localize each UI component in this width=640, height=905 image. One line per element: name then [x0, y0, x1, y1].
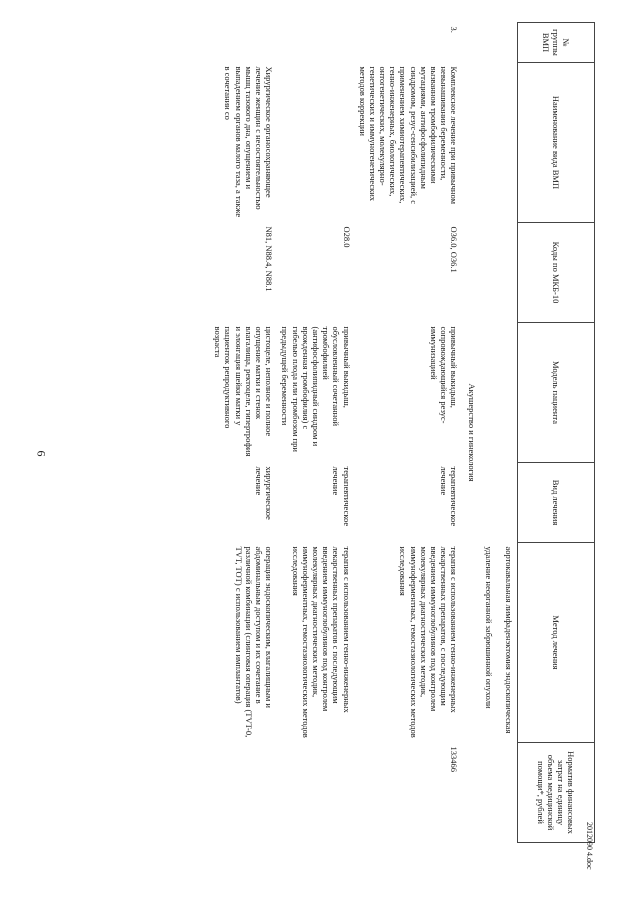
table-row: [277, 23, 354, 843]
table-header-row: [518, 23, 595, 843]
header-norm: Норматив финансовых затрат на единицу объема медицинской помощи*, рублей: [518, 743, 595, 843]
row-norm: [277, 743, 354, 843]
rotated-table-container: [75, 22, 595, 842]
row-codes: O28.0: [341, 226, 352, 248]
cont-method-cell: [481, 543, 518, 743]
section-row: [462, 23, 480, 843]
row-method: терапия с использованием генно-инженерных лекарственных препаратов с последующим введением иммуноглобулинов под контролем молекулярных диагностических методик, иммуноферментных, гемостазиологических методов исследования: [290, 546, 352, 738]
row-norm: 133466: [449, 746, 460, 772]
row-name: Комплексное лечение при привычном невынашивании беременности, вызванном тромбофилическими мутациями, антифосфолипидным синдромом, резус-сенсибилизацией, с применением химиотерапевтических, генно-инженерных, биологических, онтогенетических, молекулярно-генетических и иммуногенетических методов коррекции: [357, 66, 460, 205]
row-model: привычный выкидыш, сопровождающийся резус-иммунизацией: [429, 326, 460, 424]
footer-filename: 2012090 4.doc: [585, 822, 594, 870]
header-name: Наименование вида ВМП: [518, 63, 595, 223]
row-group: [277, 23, 354, 63]
row-norm: [210, 743, 277, 843]
header-type: Вид лечения: [518, 463, 595, 543]
page-number: 6: [34, 450, 49, 457]
cont-empty: [481, 463, 518, 543]
header-method: Метод лечения: [518, 543, 595, 743]
row-codes: N81, N88.4, N88.1: [264, 226, 275, 292]
row-group: [210, 23, 277, 63]
table-row: [355, 23, 463, 843]
cont-method-1: аортокавальная лимфаденэктомия эндоскопическая: [504, 546, 514, 734]
row-model: цистоцеле, неполное и полное опущение матки и стенок влагалища, ректоцеле, гипертрофия и элонгация шейки матки у пациенток репродуктивного возраста: [213, 326, 275, 457]
header-codes: Коды по МКБ-10: [518, 223, 595, 323]
row-method: операции эндоскопическим, влагалищным и абдоминальным доступом и их сочетание в различной комбинации (слинговая операция (TVT-0, TVT, TOT) с использованием имплантатов): [233, 546, 275, 738]
row-model: привычный выкидыш, обусловленный сочетанной тромбофилией (антифосфолипидный синдром и врожденная тромбофилия) с гибелью плода или тромбозом при предыдущей беременности: [280, 326, 352, 452]
cont-empty: [481, 63, 518, 223]
table-row: [210, 23, 277, 843]
row-name: [277, 63, 354, 223]
header-model: Модель пациента: [518, 323, 595, 463]
continuation-row: [481, 23, 518, 843]
section-title: Акушерство и гинекология: [466, 383, 477, 482]
row-name: Хирургическое органосохраняющее лечение женщин с несостоятельностью мышц тазового дна, опущением и выпадением органов малого таза, а также в сочетании со: [223, 66, 275, 218]
cont-empty: [481, 323, 518, 463]
row-type: терапевтическое лечение: [331, 466, 352, 527]
row-codes: O36.0, O36.1: [449, 226, 460, 273]
row-type: терапевтическое лечение: [439, 466, 460, 527]
row-method: терапия с использованием генно-инженерных лекарственных препаратов, с последующим введением иммуноглобулинов под контролем молекулярных диагностических методик, иммуноферментных, гемостазиологических методов исследования: [398, 546, 460, 738]
cont-empty: [481, 23, 518, 63]
header-group: № группы ВМП: [518, 23, 595, 63]
row-group: 3.: [449, 26, 460, 33]
row-type: хирургическое лечение: [254, 466, 275, 520]
cont-empty: [481, 223, 518, 323]
vmp-table: [210, 22, 595, 843]
cont-empty: [481, 743, 518, 843]
cont-method-2: удаление неорганной забрюшинной опухоли: [483, 546, 494, 709]
